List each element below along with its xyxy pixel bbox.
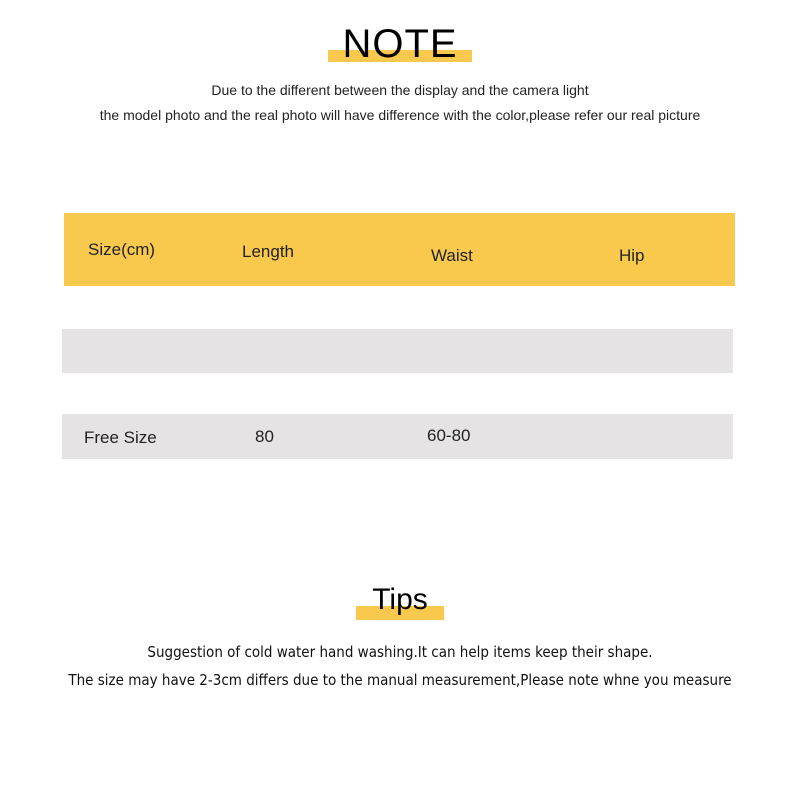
size-table-row-free-size (62, 414, 733, 459)
tips-heading (372, 585, 428, 615)
header-size: Size(cm) (88, 240, 156, 259)
note-title: NOTE (342, 22, 458, 66)
row-length: 80 (255, 427, 274, 446)
size-table-header-row (64, 213, 735, 286)
note-heading-wrap (0, 24, 800, 64)
row-size: Free Size (84, 428, 157, 447)
tips-text-line-2: The size may have 2-3cm differs due to the manual measurement,Please note whne you measure (68, 671, 732, 689)
tips-heading-wrap (0, 585, 800, 615)
header-waist: Waist (431, 246, 473, 265)
note-text-line-1: Due to the different between the display and the camera light (211, 82, 589, 98)
header-length: Length (242, 242, 294, 261)
header-hip: Hip (619, 246, 645, 265)
row-waist: 60-80 (427, 426, 471, 445)
tips-text-line-1: Suggestion of cold water hand washing.It can help items keep their shape. (147, 643, 653, 661)
tips-title: Tips (372, 583, 428, 616)
size-table-row-empty (62, 329, 733, 373)
note-heading (342, 24, 457, 64)
note-text-line-2: the model photo and the real photo will have difference with the color,please refer our real picture (99, 107, 701, 123)
